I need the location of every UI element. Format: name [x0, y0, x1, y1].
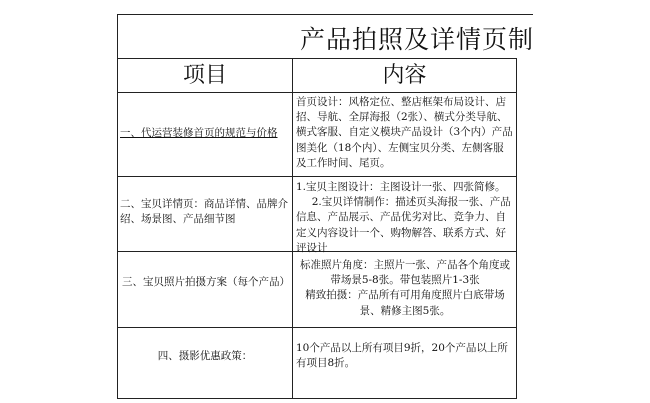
grid-line-bottom: [117, 398, 517, 399]
row-1-item: 一、代运营装修首页的规范与价格: [120, 127, 278, 139]
row-2-line-2: 2.宝贝详情制作：描述页头海报一张、产品信息、产品展示、产品优劣对比、竞争力、自定义内容设计一个、购物解答、联系方式、好评设计: [296, 196, 511, 254]
row-2-item: 二、宝贝详情页：商品详情、品牌介绍、场景图、产品细节图: [120, 198, 288, 226]
row-4-item: 四、摄影优惠政策：: [157, 350, 253, 362]
row-1-content: [296, 95, 514, 171]
grid-line-top: [117, 14, 533, 15]
row-2-line-1: 1.宝贝主图设计：主图设计一张、四张简修。: [296, 181, 506, 193]
row-3-line-2: 精致拍摄：产品所有可用角度照片白底带场景、精修主图5张。: [305, 289, 505, 317]
grid-line-header-bottom: [117, 92, 517, 93]
grid-line-right: [516, 58, 517, 399]
grid-line-row3-bottom: [117, 327, 517, 328]
row-4-content: 10个产品以上所有项目9折，20个产品以上所有项目8折。: [296, 342, 508, 370]
row-1-line-1: 首页设计：风格定位、整店框架布局设计、店招、导航、全屏海报（2张）、横式分类导航、: [296, 96, 508, 124]
header-item: 项目: [182, 63, 227, 88]
row-1-line-2: 横式客服、自定义模块产品设计（3个内）产品图美化（18个内）、左侧宝贝分类、左侧客服及工作时间、尾页。: [296, 126, 513, 169]
row-3-content: [298, 258, 512, 319]
page-title: 产品拍照及详情页制: [300, 25, 535, 54]
grid-line-row1-bottom: [117, 176, 517, 177]
header-content: 内容: [382, 63, 427, 88]
row-3-line-1: 标准照片角度：主照片一张、产品各个角度或带场景5-8张。带包装照片1-3张: [300, 259, 510, 287]
row-2-content: [296, 180, 514, 256]
grid-line-title-bottom: [117, 58, 517, 59]
grid-line-divider: [292, 58, 293, 399]
row-3-item: 三、宝贝照片拍摄方案（每个产品）: [122, 276, 290, 288]
